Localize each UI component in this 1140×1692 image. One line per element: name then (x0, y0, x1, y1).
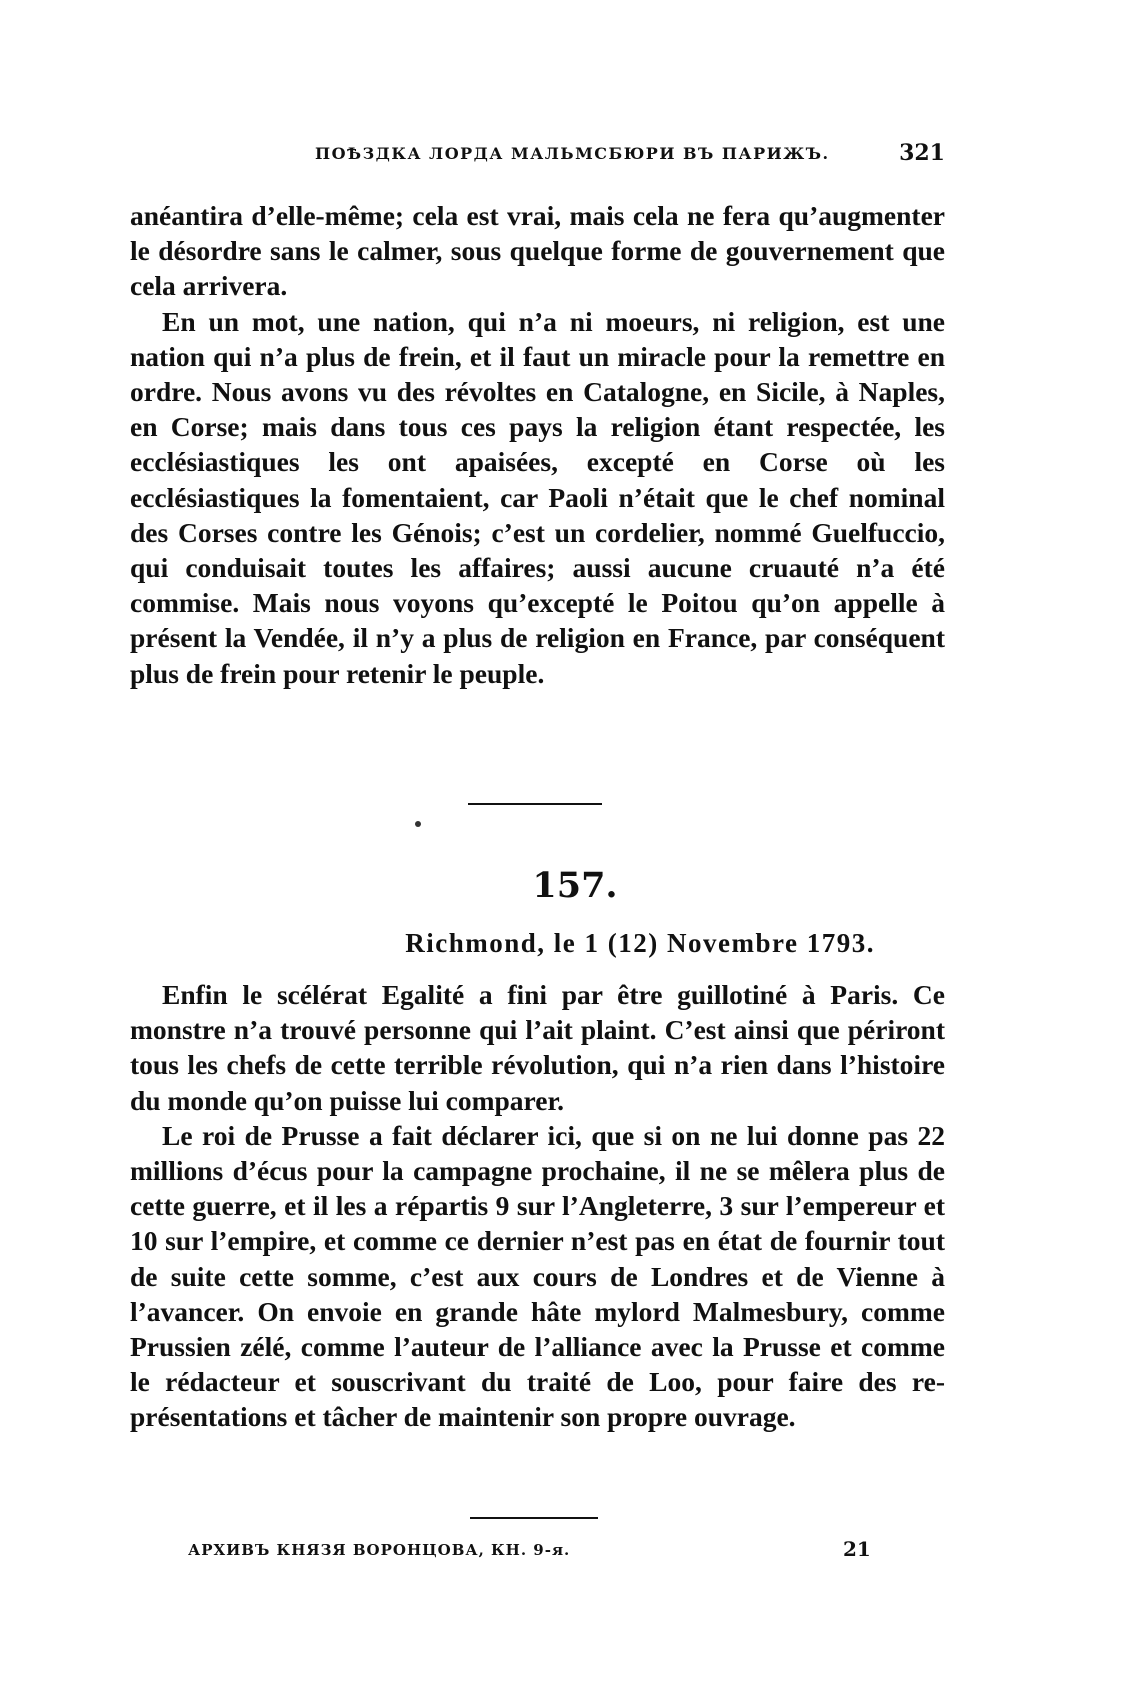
footer-source: АРХИВЪ КНЯЗЯ ВОРОНЦОВА, КН. 9-я. (188, 1541, 571, 1559)
signature-mark: 21 (843, 1537, 871, 1561)
letter-number: 157. (532, 865, 618, 906)
running-head (130, 140, 945, 170)
running-title: ПОѢЗДКА ЛОРДА МАЛЬМСБЮРИ ВЪ ПАРИЖЪ. (315, 144, 830, 163)
continued-letter-text (130, 198, 945, 691)
paragraph: En un mot, une nation, qui n’a ni moeurs, ni religion, est une nation qui n’a plus de frein, et il faut un miracle pour la remettre en ordre. Nous avons vu des révoltes en Catalogne, en Sicile, à Naples, en Corse; mais dans tous ces pays la religion étant respectée, les ecclésiastiques les ont apaisées, excepté en Corse où les ecclésiastiques la fomentaient, car Paoli n’était que le chef nominal des Corses contre les Génois; c’est un cordelier, nommé Guelfuccio, qui conduisait toutes les affaires; aussi aucune cruauté n’a été commise. Mais nous voyons qu’excepté le Poitou qu’on appelle à présent la Vendée, il n’y a plus de religion en France, par conséquent plus de frein pour retenir le peuple. (130, 305, 945, 689)
letter-text (130, 977, 945, 1435)
page-footer (130, 1537, 945, 1565)
footer-rule (470, 1517, 598, 1519)
paragraph: Le roi de Prusse a fait déclarer ici, que si on ne lui donne pas 22 millions d’écus pour la campagne prochaine, il ne se mêlera plus de cette guerre, et il les a répartis 9 sur l’Angleterre, 3 sur l’empereur et 10 sur l’empire, et comme ce dernier n’est pas en état de fournir tout de suite cette somme, c’est aux cours de Londres et de Vienne à l’avancer. On envoie en grande hâte mylord Malmesbury, comme Prussien zélé, comme l’auteur de l’alliance avec la Prusse et comme le rédacteur et souscrivant du traité de Loo, pour faire des représentations et tâcher de maintenir son propre ouvrage. (130, 1119, 945, 1433)
section-separator-rule (468, 803, 602, 805)
print-speck (415, 821, 421, 827)
letter-dateline: Richmond, le 1 (12) Novembre 1793. (405, 928, 875, 958)
paragraph: anéantira d’elle-même; cela est vrai, mais cela ne fera qu’augmenter le désordre sans le calmer, sous quelque forme de gouvernement que cela arrivera. (130, 200, 945, 302)
paragraph: Enfin le scélérat Egalité a fini par être guillotiné à Paris. Ce monstre n’a trouvé personne qui l’ait plaint. C’est ainsi que périront tous les chefs de cette terrible révolution, qui n’a rien dans l’histoire du monde qu’on puisse lui comparer. (130, 979, 945, 1116)
page-number: 321 (899, 140, 945, 166)
